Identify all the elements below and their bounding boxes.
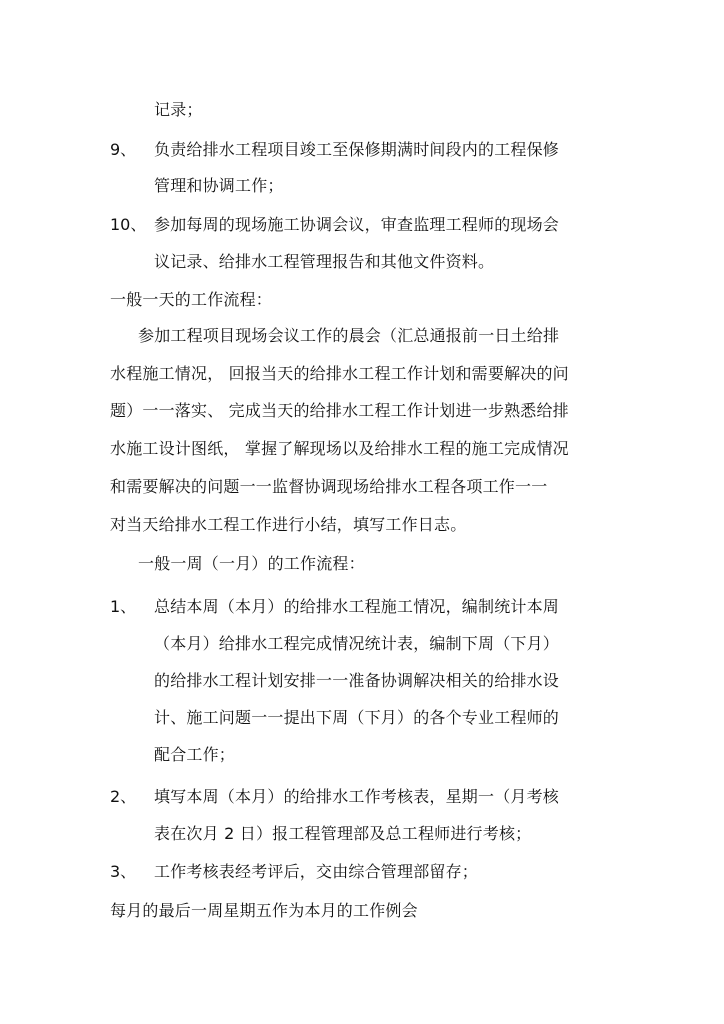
text-line: 议记录、给排水工程管理报告和其他文件资料。 (154, 252, 495, 271)
item-number: 1、 (110, 597, 137, 616)
item-number: 10、 (110, 215, 147, 234)
item-number: 3、 (110, 862, 137, 881)
text-line: 参加每周的现场施工协调会议，审查监理工程师的现场会 (154, 215, 560, 234)
item-number: 9、 (110, 140, 137, 159)
paragraph-line: 和需要解决的问题一一监督协调现场给排水工程各项工作一一 (110, 477, 548, 496)
text-line: 工作考核表经考评后，交由综合管理部留存； (154, 862, 479, 881)
item-number: 2、 (110, 787, 137, 806)
text-line: 负责给排水工程项目竣工至保修期满时间段内的工程保修 (154, 140, 560, 159)
text-line: 计、施工问题一一提出下周（下月）的各个专业工程师的 (154, 708, 560, 727)
paragraph-line: 水程施工情况， 回报当天的给排水工程工作计划和需要解决的问 (110, 364, 569, 383)
section-heading: 一般一天的工作流程： (110, 290, 273, 309)
text-line: 管理和协调工作； (154, 176, 284, 195)
paragraph-line: 题）一一落实、 完成当天的给排水工程工作计划进一步熟悉给排 (110, 401, 569, 420)
paragraph-line: 对当天给排水工程工作进行小结，填写工作日志。 (110, 515, 467, 534)
text-line: 表在次月 2 日）报工程管理部及总工程师进行考核； (154, 824, 532, 843)
text-line: 填写本周（本月）的给排水工作考核表，星期一（月考核 (154, 787, 560, 806)
text-line: 记录； (154, 100, 203, 119)
paragraph-line: 每月的最后一周星期五作为本月的工作例会 (110, 901, 418, 920)
text-line: （本月）给排水工程完成情况统计表，编制下周（下月） (154, 634, 560, 653)
paragraph-line: 参加工程项目现场会议工作的晨会（汇总通报前一日土给排 (138, 326, 560, 345)
text-line: 的给排水工程计划安排一一准备协调解决相关的给排水设 (154, 671, 560, 690)
section-heading: 一般一周（一月）的工作流程： (138, 554, 365, 573)
paragraph-line: 水施工设计图纸， 掌握了解现场以及给排水工程的施工完成情况 (110, 439, 569, 458)
text-line: 配合工作； (154, 745, 236, 764)
text-line: 总结本周（本月）的给排水工程施工情况，编制统计本周 (154, 597, 560, 616)
